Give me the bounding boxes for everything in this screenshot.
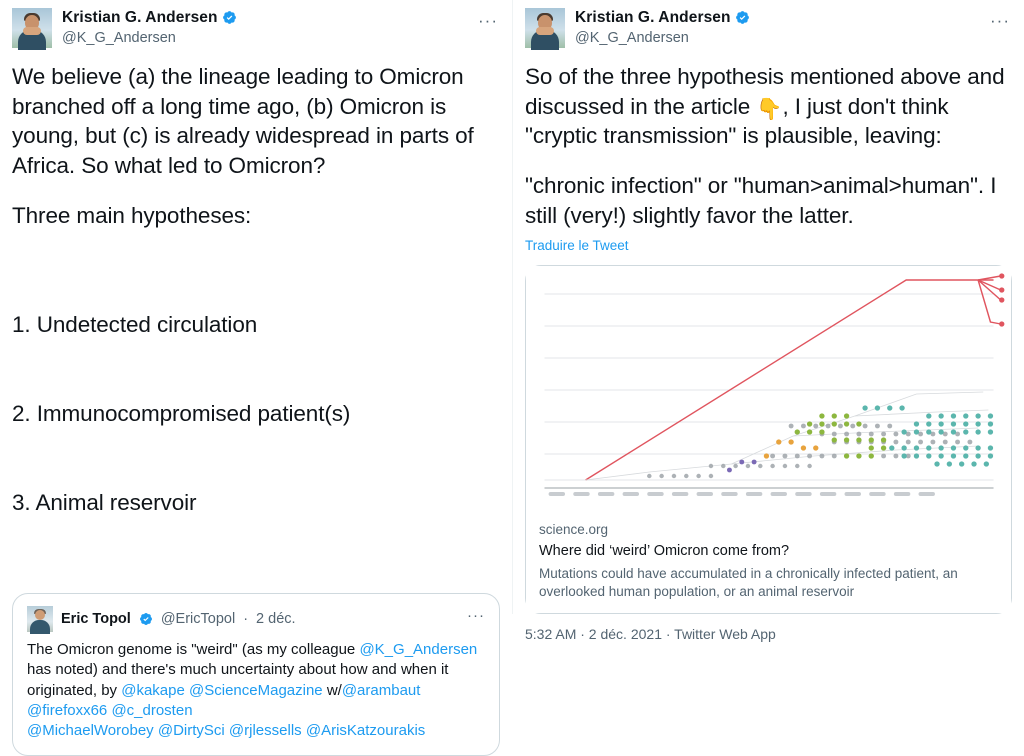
- tweet-paragraph-1: We believe (a) the lineage leading to Omicron branched off a long time ago, (b) Omicron is young, but (c) is already widespread in parts of Africa. So what led to Omicron?: [12, 64, 479, 179]
- card-description: Mutations could have accumulated in a chronically infected patient, an overlooked human population, or an animal reservoir: [539, 565, 958, 599]
- point-down-emoji: 👇: [756, 97, 783, 121]
- quoted-handle: @EricTopol: [160, 611, 236, 627]
- mention-firefoxx66[interactable]: @firefoxx66: [27, 701, 108, 719]
- right-tweet-column: [512, 0, 1024, 642]
- mention-dirtysci[interactable]: @DirtySci: [157, 722, 225, 739]
- mention-ariskatzourakis[interactable]: @ArisKatzourakis: [305, 722, 426, 739]
- left-tweet-body: [12, 62, 500, 577]
- mention-c-drosten[interactable]: @c_drosten: [111, 701, 193, 719]
- quoted-tweet[interactable]: [12, 593, 500, 756]
- verified-badge-icon: [735, 10, 750, 25]
- quoted-text-part-2: has noted) and there's much uncertainty about how and when it originated, by: [27, 661, 449, 699]
- hypothesis-item-2: 2. Immunocompromised patient(s): [12, 400, 351, 426]
- mention-sciencemagazine[interactable]: @ScienceMagazine: [189, 681, 323, 699]
- left-tweet-column: [0, 0, 512, 739]
- tweet-timestamp: 5:32 AM · 2 déc. 2021 · Twitter Web App: [525, 625, 776, 642]
- mention-rjlessells[interactable]: @rjlessells: [228, 722, 302, 739]
- author-names: [575, 8, 750, 46]
- quoted-tweet-header: [27, 606, 485, 632]
- hypotheses-list: [12, 250, 500, 577]
- card-title: Where did ‘weird’ Omicron come from?: [539, 542, 790, 559]
- quoted-more-options-icon[interactable]: ···: [467, 607, 485, 624]
- translate-tweet-link[interactable]: Traduire le Tweet: [525, 238, 629, 254]
- quoted-avatar[interactable]: [27, 606, 53, 632]
- quoted-text-part-1: The Omicron genome is "weird" (as my colleague: [27, 641, 360, 658]
- card-domain: science.org: [539, 522, 609, 538]
- phylogenetic-scatter-chart: [526, 266, 1011, 511]
- quoted-date: 2 déc.: [256, 611, 296, 627]
- hypothesis-item-3: 3. Animal reservoir: [12, 489, 197, 515]
- more-options-icon[interactable]: ···: [990, 11, 1010, 30]
- author-display-name[interactable]: Kristian G. Andersen: [575, 9, 731, 26]
- hypothesis-item-1: 1. Undetected circulation: [12, 311, 258, 337]
- avatar[interactable]: [12, 8, 52, 48]
- right-tweet-body: [525, 62, 1012, 253]
- quoted-verified-badge-icon: [139, 612, 153, 626]
- quoted-separator: ·: [243, 611, 249, 627]
- paragraph-1-part-a: So of the three hypothesis mentioned above and discussed in the article: [525, 64, 1011, 119]
- mention-kakape[interactable]: @kakape: [121, 681, 185, 699]
- avatar[interactable]: [525, 8, 565, 48]
- more-options-icon[interactable]: ···: [478, 11, 498, 30]
- quoted-text-with: w/: [326, 681, 342, 699]
- author-names: [62, 8, 237, 46]
- left-tweet-header: [12, 8, 500, 48]
- mention-k-g-andersen[interactable]: @K_G_Andersen: [359, 641, 478, 658]
- verified-badge-icon: [222, 10, 237, 25]
- link-preview-card[interactable]: [525, 265, 1012, 614]
- tweet-paragraph-2: Three main hypotheses:: [12, 202, 252, 228]
- author-display-name[interactable]: Kristian G. Andersen: [62, 9, 218, 26]
- tweet-paragraph-1: [525, 62, 1012, 151]
- quoted-display-name[interactable]: Eric Topol: [61, 611, 131, 627]
- author-handle[interactable]: @K_G_Andersen: [62, 29, 176, 46]
- mention-arambaut[interactable]: @arambaut: [341, 681, 421, 699]
- chart-figure: [526, 266, 1011, 511]
- right-tweet-header: [525, 8, 1012, 48]
- mention-michaelworobey[interactable]: @MichaelWorobey: [27, 722, 154, 739]
- tweet-paragraph-2: "chronic infection" or "human>animal>human". I still (very!) slightly favor the latter.: [525, 173, 1003, 228]
- author-handle[interactable]: @K_G_Andersen: [575, 29, 689, 46]
- card-meta: [526, 511, 1011, 613]
- paragraph-1-part-b: , I just don't think "cryptic transmission" is plausible, leaving:: [525, 93, 955, 149]
- quoted-tweet-text: [27, 640, 485, 741]
